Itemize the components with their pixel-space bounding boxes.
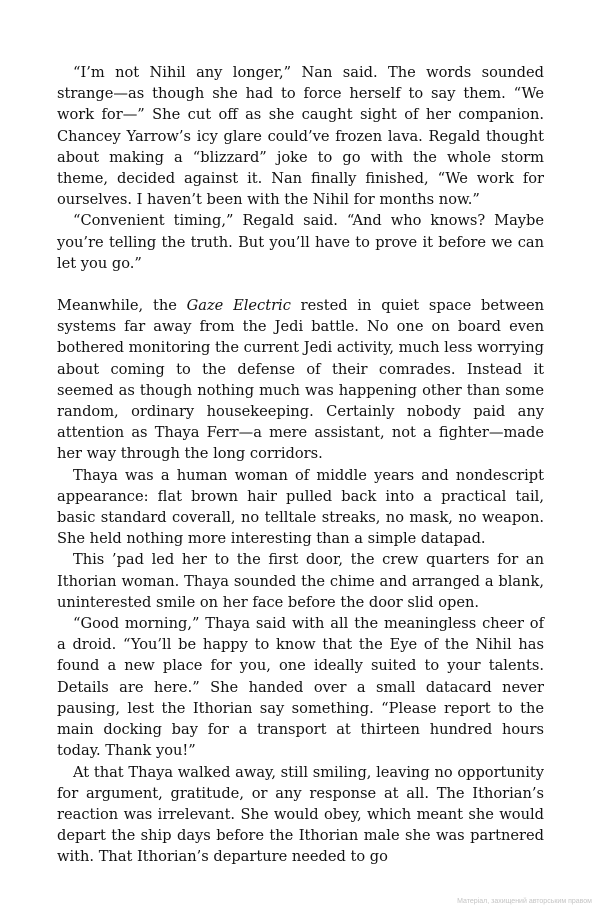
paragraph-thaya-walks-away: At that Thaya walked away, still smiling, leaving no opportunity for argument, gratitude, or any response at all. The Ithorian’s reaction was irrelevant. She would obey, which meant she would depart the ship days before the Ithorian male she was partnered with. That Ithorian’s departure needed to go xyxy=(57,763,544,866)
scene-break xyxy=(57,274,544,295)
paragraph-gaze-electric xyxy=(57,295,544,465)
paragraph-convenient-timing: “Convenient timing,” Regald said. “And who knows? Maybe you’re telling the truth. But you’ll have to prove it before we can let you go.” xyxy=(57,212,544,272)
copyright-watermark: Матеріал, захищений авторським правом xyxy=(457,898,592,905)
text-segment: rested in quiet space between systems far away from the Jedi battle. No one on board even bothered monitoring the current Jedi activity, much less worrying about coming to the defense of their comrades. Instead it seemed as though nothing much was happening other than some random, ordinary housekeeping. Certainly nobody paid any attention as Thaya Ferr—a mere assistant, not a fighter—made her way through the long corridors. xyxy=(57,297,544,463)
paragraph-first-door: This ’pad led her to the first door, the crew quarters for an Ithorian woman. Thaya sounded the chime and arranged a blank, uninterested smile on her face before the door slid open. xyxy=(57,551,544,611)
paragraph-nan-not-nihil: “I’m not Nihil any longer,” Nan said. The words sounded strange—as though she had to force herself to say them. “We work for—” She cut off as she caught sight of her companion. Chancey Yarrow’s icy glare could’ve frozen lava. Regald thought about making a “blizzard” joke to go with the whole storm theme, decided against it. Nan finally finished, “We work for ourselves. I haven’t been with the Nihil for months now.” xyxy=(57,64,544,209)
paragraph-thaya-description: Thaya was a human woman of middle years and nondescript appearance: flat brown hair pulled back into a practical tail, basic standard coverall, no telltale streaks, no mask, no weapon. She held nothing more interesting than a simple datapad. xyxy=(57,466,544,548)
paragraph-good-morning: “Good morning,” Thaya said with all the meaningless cheer of a droid. “You’ll be happy to know that the Eye of the Nihil has found a new place for you, one ideally suited to your talents. Details are here.” She handed over a small datacard never pausing, lest the Ithorian say something. “Please report to the main docking bay for a transport at thirteen hundred hours today. Thank you!” xyxy=(57,615,544,760)
page-body xyxy=(57,62,544,868)
text-segment: Meanwhile, the xyxy=(57,297,187,315)
ship-name-italic: Gaze Electric xyxy=(186,297,291,315)
